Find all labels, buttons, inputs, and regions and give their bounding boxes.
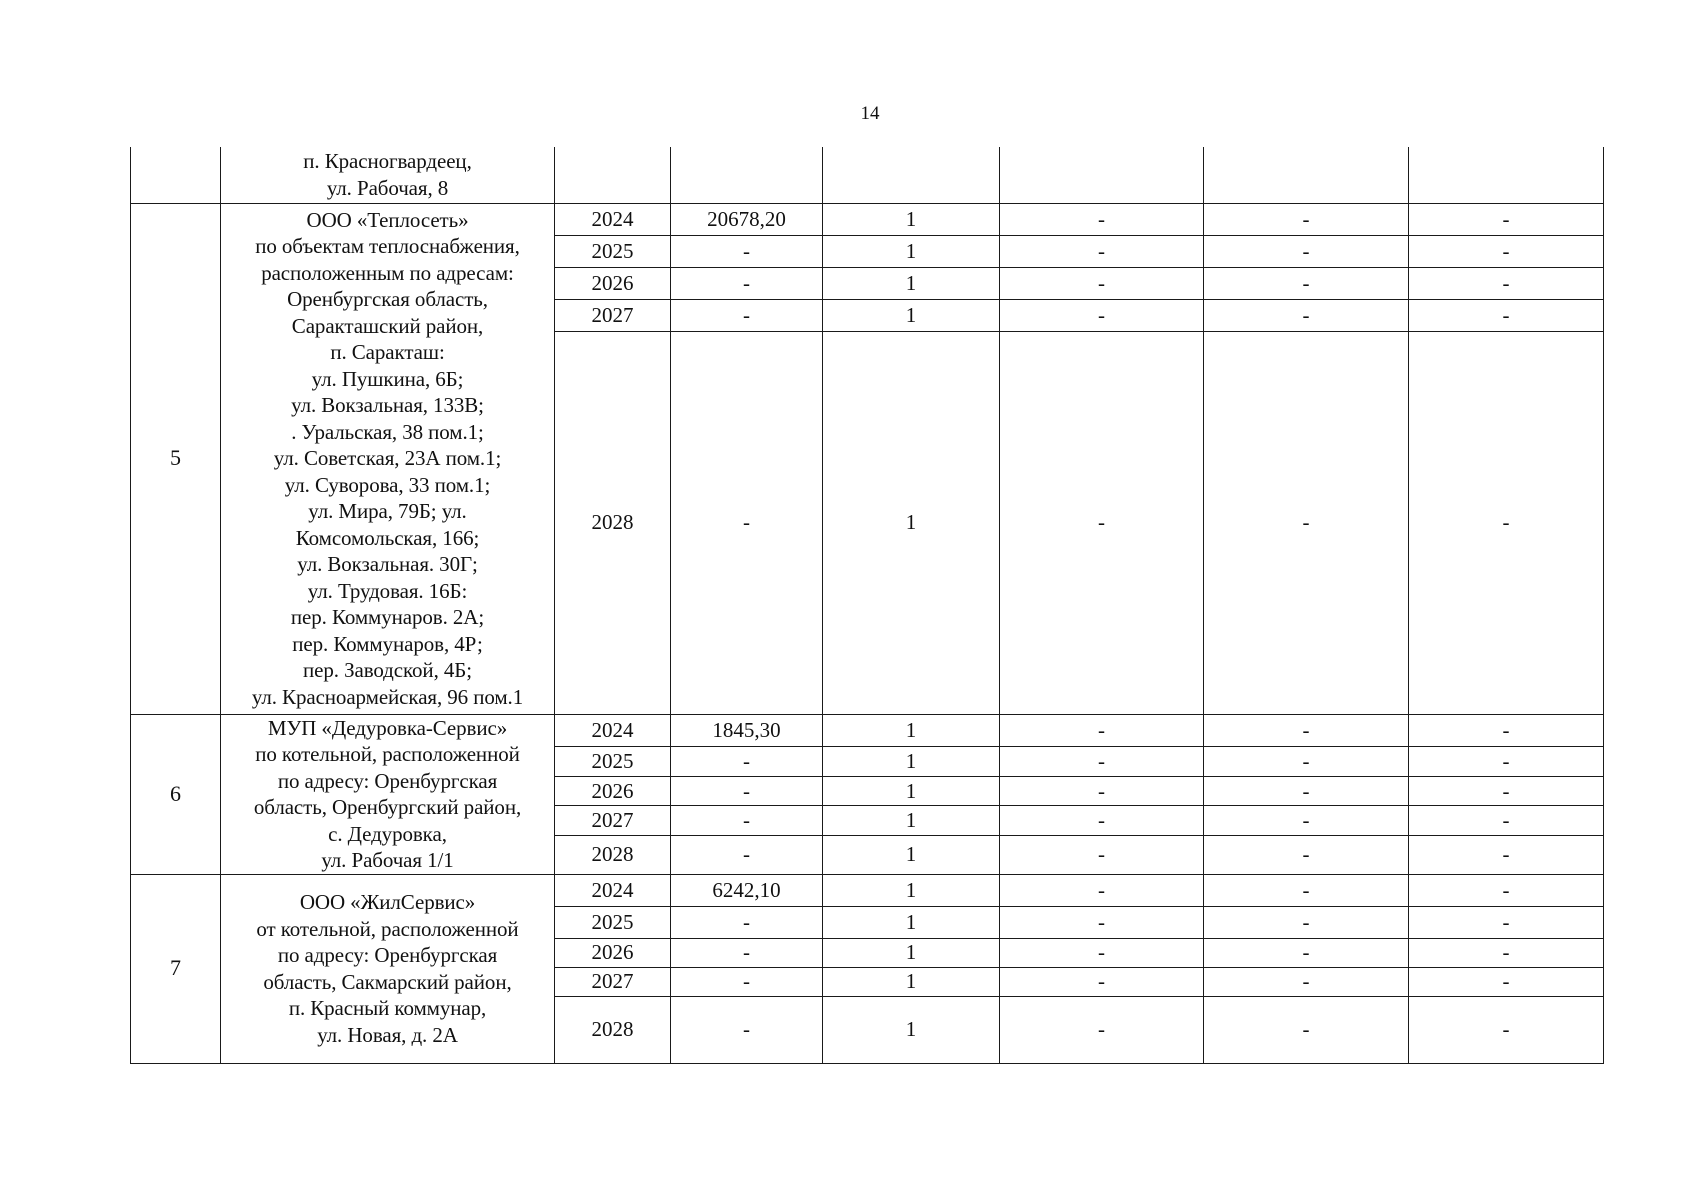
year-cell: 2024 [555, 874, 671, 906]
col7-cell: - [1409, 299, 1604, 331]
col7-cell [1409, 147, 1604, 203]
address-line: пер. Коммунаров, 4Р; [292, 631, 483, 656]
count-cell: 1 [823, 747, 1000, 777]
value-cell: - [671, 747, 823, 777]
value-cell: 20678,20 [671, 203, 823, 235]
address-line: . Уральская, 38 пом.1; [291, 419, 484, 444]
address-line: Комсомольская, 166; [295, 525, 480, 550]
count-cell: 1 [823, 299, 1000, 331]
value-cell: - [671, 299, 823, 331]
col7-cell: - [1409, 874, 1604, 906]
address-line: Саракташский район, [291, 313, 484, 338]
col6-cell: - [1204, 906, 1409, 938]
col7-cell: - [1409, 203, 1604, 235]
address-line: расположенным по адресам: [261, 260, 514, 285]
count-cell: 1 [823, 874, 1000, 906]
address-line: по адресу: Оренбургская [277, 943, 498, 967]
col7-cell: - [1409, 938, 1604, 967]
col6-cell: - [1204, 299, 1409, 331]
table-row [131, 874, 1604, 906]
value-cell: - [671, 906, 823, 938]
col5-cell: - [1000, 299, 1204, 331]
address-cell [221, 147, 555, 203]
col7-cell: - [1409, 906, 1604, 938]
year-cell: 2024 [555, 203, 671, 235]
col6-cell: - [1204, 874, 1409, 906]
value-cell [671, 147, 823, 203]
address-line: от котельной, расположенной [256, 916, 519, 941]
col6-cell: - [1204, 714, 1409, 747]
address-line: ул. Суворова, 33 пом.1; [284, 472, 491, 497]
col5-cell: - [1000, 996, 1204, 1063]
address-cell [221, 874, 555, 1063]
count-cell: 1 [823, 331, 1000, 714]
count-cell: 1 [823, 967, 1000, 996]
address-line: ул. Мира, 79Б; ул. [308, 499, 467, 524]
value-cell: - [671, 776, 823, 806]
col6-cell: - [1204, 235, 1409, 267]
address-line: п. Саракташ: [330, 340, 445, 365]
address-line: МУП «Дедуровка-Сервис» [267, 715, 508, 740]
address-line: по котельной, расположенной [255, 742, 520, 766]
count-cell: 1 [823, 714, 1000, 747]
col7-cell: - [1409, 747, 1604, 777]
year-cell [555, 147, 671, 203]
year-cell: 2024 [555, 714, 671, 747]
col5-cell: - [1000, 235, 1204, 267]
col7-cell: - [1409, 714, 1604, 747]
col6-cell: - [1204, 331, 1409, 714]
value-cell: - [671, 938, 823, 967]
col5-cell: - [1000, 747, 1204, 777]
col5-cell: - [1000, 938, 1204, 967]
count-cell: 1 [823, 906, 1000, 938]
col5-cell: - [1000, 267, 1204, 299]
address-cell [221, 714, 555, 874]
col5-cell: - [1000, 874, 1204, 906]
col6-cell: - [1204, 996, 1409, 1063]
value-cell: - [671, 235, 823, 267]
address-line: ООО «ЖилСервис» [299, 890, 476, 914]
address-line: ул. Советская, 23А пом.1; [273, 446, 502, 471]
address-line: ул. Трудовая. 16Б: [307, 578, 468, 603]
col5-cell: - [1000, 967, 1204, 996]
address-line: ООО «Теплосеть» [306, 207, 469, 232]
col5-cell: - [1000, 331, 1204, 714]
col5-cell: - [1000, 906, 1204, 938]
col7-cell: - [1409, 806, 1604, 836]
col6-cell [1204, 147, 1409, 203]
year-cell: 2026 [555, 938, 671, 967]
col7-cell: - [1409, 267, 1604, 299]
col6-cell: - [1204, 267, 1409, 299]
year-cell: 2026 [555, 776, 671, 806]
row-number-cell: 6 [131, 714, 221, 874]
address-line: ул. Рабочая 1/1 [321, 848, 454, 872]
count-cell: 1 [823, 776, 1000, 806]
address-line: ул. Рабочая, 8 [326, 175, 449, 200]
value-cell: 6242,10 [671, 874, 823, 906]
address-line: ул. Вокзальная. 30Г; [297, 552, 478, 577]
col6-cell: - [1204, 776, 1409, 806]
col7-cell: - [1409, 996, 1604, 1063]
count-cell: 1 [823, 835, 1000, 874]
value-cell: 1845,30 [671, 714, 823, 747]
year-cell: 2027 [555, 806, 671, 836]
col5-cell: - [1000, 835, 1204, 874]
value-cell: - [671, 267, 823, 299]
address-line: по объектам теплоснабжения, [255, 234, 520, 259]
col5-cell: - [1000, 714, 1204, 747]
col6-cell: - [1204, 747, 1409, 777]
address-line: область, Сакмарский район, [263, 969, 512, 994]
address-line: ул. Красноармейская, 96 пом.1 [251, 684, 524, 709]
address-line: п. Красный коммунар, [288, 996, 487, 1020]
col6-cell: - [1204, 967, 1409, 996]
count-cell: 1 [823, 996, 1000, 1063]
address-line: ул. Пушкина, 6Б; [311, 366, 464, 391]
table-row [131, 203, 1604, 235]
address-line: по адресу: Оренбургская [277, 768, 498, 793]
col5-cell: - [1000, 203, 1204, 235]
address-cell [221, 203, 555, 714]
value-cell: - [671, 331, 823, 714]
address-line: область, Оренбургский район, [253, 795, 522, 819]
year-cell: 2028 [555, 835, 671, 874]
year-cell: 2025 [555, 235, 671, 267]
col7-cell: - [1409, 331, 1604, 714]
address-line: пер. Коммунаров. 2А; [290, 605, 485, 630]
count-cell: 1 [823, 267, 1000, 299]
year-cell: 2027 [555, 967, 671, 996]
table-row [131, 714, 1604, 747]
table-row-continuation [131, 147, 1604, 203]
col5-cell: - [1000, 806, 1204, 836]
value-cell: - [671, 996, 823, 1063]
value-cell: - [671, 806, 823, 836]
col6-cell: - [1204, 203, 1409, 235]
year-cell: 2027 [555, 299, 671, 331]
value-cell: - [671, 835, 823, 874]
row-number-cell: 5 [131, 203, 221, 714]
col5-cell: - [1000, 776, 1204, 806]
col7-cell: - [1409, 235, 1604, 267]
count-cell: 1 [823, 938, 1000, 967]
number-cell [131, 147, 221, 203]
address-line: с. Дедуровка, [328, 821, 447, 846]
col6-cell: - [1204, 938, 1409, 967]
address-line: ул. Вокзальная, 133В; [291, 393, 484, 418]
count-cell: 1 [823, 203, 1000, 235]
address-line: Оренбургская область, [287, 287, 488, 312]
address-line: ул. Новая, д. 2А [317, 1022, 458, 1047]
address-line: п. Красногвардеец, [303, 149, 472, 174]
page-number: 14 [860, 103, 880, 124]
address-line: пер. Заводской, 4Б; [303, 658, 472, 683]
year-cell: 2028 [555, 996, 671, 1063]
col6-cell: - [1204, 835, 1409, 874]
count-cell: 1 [823, 806, 1000, 836]
col7-cell: - [1409, 835, 1604, 874]
col6-cell: - [1204, 806, 1409, 836]
year-cell: 2025 [555, 747, 671, 777]
data-table [130, 147, 1604, 1064]
count-cell [823, 147, 1000, 203]
col7-cell: - [1409, 776, 1604, 806]
col5-cell [1000, 147, 1204, 203]
col7-cell: - [1409, 967, 1604, 996]
year-cell: 2025 [555, 906, 671, 938]
count-cell: 1 [823, 235, 1000, 267]
row-number-cell: 7 [131, 874, 221, 1063]
value-cell: - [671, 967, 823, 996]
year-cell: 2026 [555, 267, 671, 299]
year-cell: 2028 [555, 331, 671, 714]
